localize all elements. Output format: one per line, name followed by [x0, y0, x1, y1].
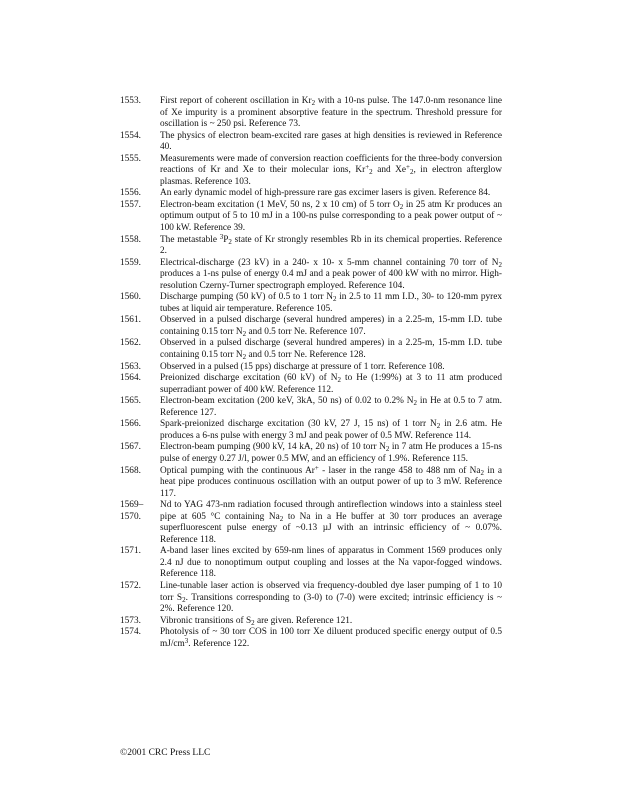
comment-1556: [120, 188, 502, 200]
comment-text: Observed in a pulsed discharge (several hundred amperes) in a 2.25-m, 15-mm I.D. tube containing 0.15 torr $N_2$ and 0.5 torr Ne. Reference 107.: [160, 315, 502, 338]
comment-1573: [120, 616, 502, 628]
comment-number: 1556.: [120, 188, 141, 199]
comment-text: The metastable $^3P_2$ state of Kr strongly resembles Rb in its chemical properties. Reference 2.: [160, 232, 502, 257]
comment-number: 1553.: [120, 96, 141, 106]
comment-1555: [120, 154, 502, 189]
comment-text: Nd to YAG 473-nm radiation focused through antireflection windows into a stainless steel pipe at 605 °C containing $Na_2$ to Na in a He buffer at 30 torr produces an average superfluorescent pulse energy of ~0.13 µJ with an intrinsic efficiency of ~ 0.07%. Reference 118.: [160, 500, 502, 545]
comment-text: Electron-beam excitation (200 keV, 3kA, 50 ns) of 0.02 to 0.2% $N_2$ in He at 0.5 to 7 atm. Reference 127.: [160, 396, 502, 418]
comment-1564: [120, 373, 502, 396]
comment-number: 1574.: [120, 627, 141, 638]
comment-list: [120, 96, 502, 650]
comment-1568: [120, 463, 502, 501]
comment-number: 1555.: [120, 153, 141, 164]
comment-text: Electron-beam excitation (1 MeV, 50 ns, 2 x 10 cm) of 5 torr $O_2$ in 25 atm Kr produces an optimum output of 5 to 10 mJ in a 100-ns pulse corresponding to a peak power output of ~ 100 kW. Reference 39.: [160, 199, 502, 234]
comment-1574: [120, 627, 502, 650]
comment-1560: [120, 292, 502, 315]
comment-text: First report of coherent oscillation in $Kr_2$ with a 10-ns pulse. The 147.0-nm resonance line of Xe impurity is a prominent absorptive feature in the spectrum. Threshold pressure for oscillation is ~ 250 psi. Reference 73.: [160, 96, 502, 130]
comment-1558: [120, 232, 502, 258]
comment-1571: [120, 546, 502, 581]
comment-number: 1557.: [120, 199, 141, 210]
comment-number: 1569– 1570.: [120, 500, 144, 522]
comment-1566: [120, 419, 502, 442]
comment-number: 1566.: [120, 419, 141, 430]
comment-number: 1561.: [120, 315, 141, 326]
comment-number: 1564.: [120, 373, 141, 384]
comment-1557: [120, 200, 502, 235]
comment-text: The physics of electron beam-excited rare gases at high densities is reviewed in Reference 40.: [160, 130, 502, 153]
comment-1565: [120, 396, 502, 419]
comment-number: 1568.: [120, 465, 141, 476]
comment-text: Electrical-discharge (23 kV) in a 240- x 10- x 5-mm channel containing 70 torr of $N_2$ produces a 1-ns pulse of energy 0.4 mJ and a peak power of 400 kW with no mirror. High-resolution Czerny-Turner spectrograph employed. Reference 104.: [160, 257, 502, 291]
comment-number: 1559.: [120, 257, 141, 268]
comment-1563: [120, 362, 502, 374]
comment-1572: [120, 581, 502, 616]
comment-text: Electron-beam pumping (900 kV, 14 kA, 20 ns) of 10 torr $N_2$ in 7 atm He produces a 15-ns pulse of energy 0.27 J/l, power 0.5 MW, and an efficiency of 1.9%. Reference 115.: [160, 442, 502, 464]
comment-1561: [120, 315, 502, 338]
comment-number: 1573.: [120, 615, 141, 626]
comment-text: Photolysis of ~ 30 torr COS in 100 torr Xe diluent produced specific energy output of 0.5 $mJ/cm^3$. Reference 122.: [160, 627, 502, 649]
comment-number: 1563.: [120, 361, 141, 372]
comment-1553: [120, 96, 502, 131]
comment-text: Spark-preionized discharge excitation (30 kV, 27 J, 15 ns) of 1 torr $N_2$ in 2.6 atm. He produces a 6-ns pulse with energy 3 mJ and peak power of 0.5 MW. Reference 114.: [160, 419, 502, 441]
comment-1562: [120, 338, 502, 361]
comment-number: 1554.: [120, 130, 141, 141]
comment-text: Optical pumping with the continuous Ar+ - laser in the range 458 to 488 nm of $Na_2$ in a heat pipe produces continuous oscillation with an output power of up to 3 mW. Reference 117.: [160, 463, 502, 499]
comment-1554: [120, 131, 502, 154]
comment-text: Vibronic transitions of $S_2$ are given. Reference 121.: [160, 615, 353, 627]
comment-text: Measurements were made of conversion reaction coefficients for the three-body conversion reactions of Kr and Xe to their molecular ions, $Kr^+_2$ and $Xe^+_2$, in electron afterglow plasmas. Reference 103.: [160, 153, 502, 187]
comment-text: Preionized discharge excitation (60 kV) of $N_2$ to He (1:99%) at 3 to 11 atm produced superradiant power of 400 kW. Reference 112.: [160, 373, 503, 395]
copyright-footer: ©2001 CRC Press LLC: [120, 748, 211, 758]
comment-text: An early dynamic model of high-pressure rare gas excimer lasers is given. Reference 84.: [160, 188, 491, 199]
comment-text: Observed in a pulsed discharge (several hundred amperes) in a 2.25-m, 15-mm I.D. tube containing 0.15 torr $N_2$ and 0.5 torr Ne. Reference 128.: [160, 338, 502, 362]
comment-number: 1562.: [120, 338, 141, 349]
comment-1569-1570: [120, 500, 502, 546]
comment-1567: [120, 442, 502, 465]
comment-number: 1572.: [120, 580, 141, 591]
comment-number: 1558.: [120, 234, 141, 245]
comment-text: A-band laser lines excited by 659-nm lines of apparatus in Comment 1569 produces only 2.4 nJ due to nonoptimum output coupling and losses at the Na vapor-fogged windows. Reference 118.: [160, 546, 502, 580]
comment-1559: [120, 258, 502, 293]
comment-number: 1567.: [120, 442, 141, 453]
comment-number: 1571.: [120, 546, 141, 557]
comment-text: Discharge pumping (50 kV) of 0.5 to 1 torr $N_2$ in 2.5 to 11 mm I.D., 30- to 120-mm pyrex tubes at liquid air temperature. Reference 105.: [160, 292, 502, 314]
comment-number: 1560.: [120, 292, 141, 303]
comment-text: Observed in a pulsed (15 pps) discharge at pressure of 1 torr. Reference 108.: [160, 361, 445, 372]
comment-number: 1565.: [120, 396, 141, 407]
comment-text: Line-tunable laser action is observed via frequency-doubled dye laser pumping of 1 to 10 torr $S_2$. Transitions corresponding to (3-0) to (7-0) were excited; intrinsic efficiency is ~ 2%. Reference 120.: [160, 580, 502, 615]
